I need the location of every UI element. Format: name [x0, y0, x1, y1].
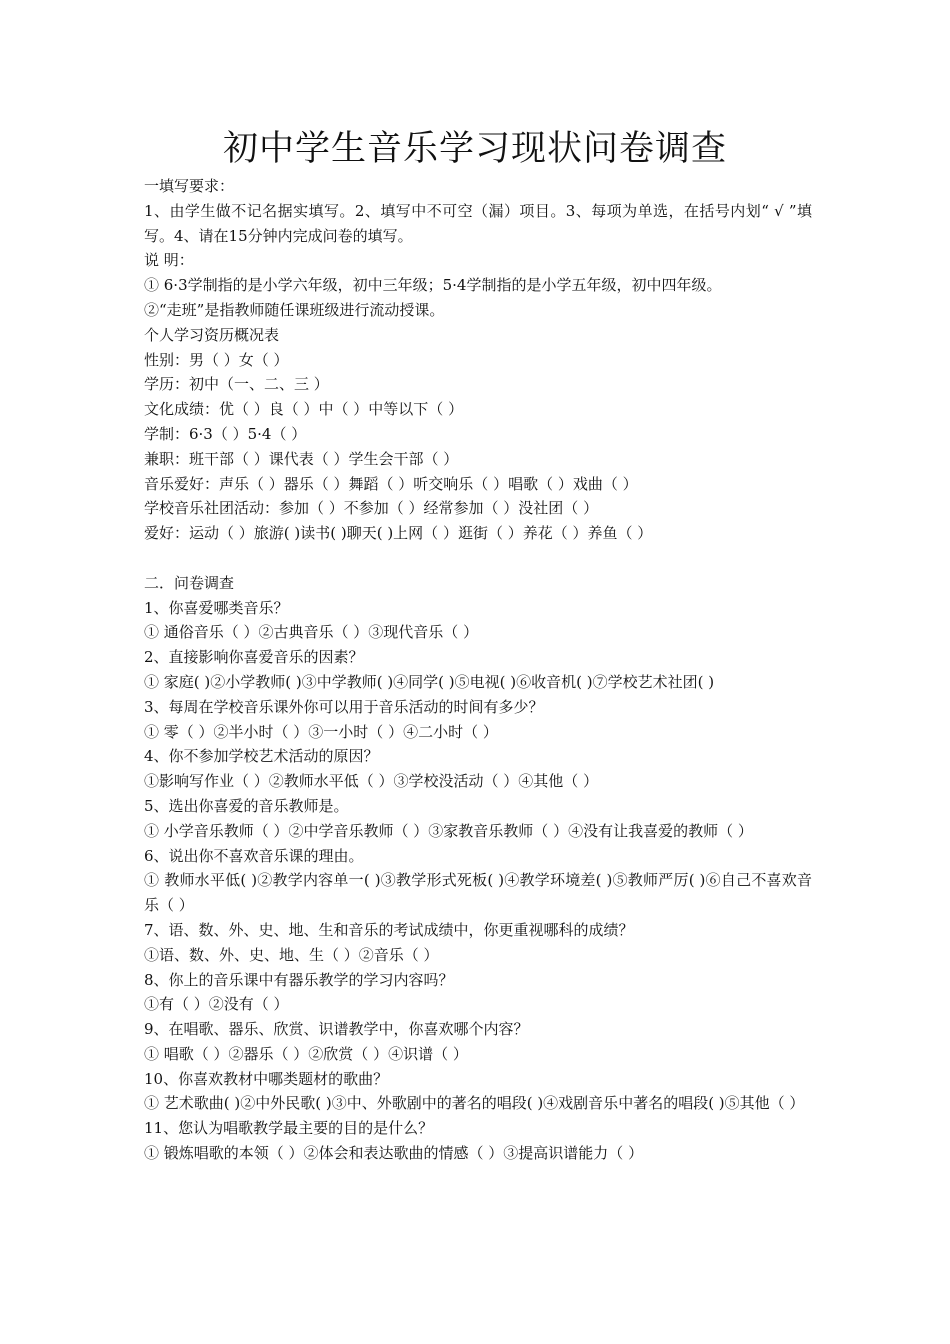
document-body [144, 174, 812, 1166]
profile-club: 学校音乐社团活动：参加（ ）不参加（ ）经常参加（ ）没社团（ ） [144, 499, 599, 518]
answer-options-10: ① 艺术歌曲( )②中外民歌( )③中、外歌剧中的著名的唱段( )④戏剧音乐中著名的唱段( )⑤其他（ ） [144, 1094, 805, 1113]
question-3: 3、每周在学校音乐课外你可以用于音乐活动的时间有多少？ [144, 697, 544, 716]
answer-options-3: ① 零（ ）②半小时（ ）③一小时（ ）④二小时（ ） [144, 722, 498, 741]
blank-line [144, 546, 812, 571]
note-2: ②“走班”是指教师随任课班级进行流动授课。 [144, 300, 445, 319]
page-title: 初中学生音乐学习现状问卷调查 [222, 129, 727, 169]
answer-options-5: ① 小学音乐教师（ ）②中学音乐教师（ ）③家教音乐教师（ ）④没有让我喜爱的教师（ ） [144, 821, 753, 840]
profile-heading: 个人学习资历概况表 [144, 325, 280, 344]
profile-system: 学制：6·3（ ）5·4（ ） [144, 424, 307, 443]
question-9: 9、在唱歌、器乐、欣赏、识谱教学中，你喜欢哪个内容？ [144, 1020, 529, 1039]
instructions-heading: 一填写要求： [144, 177, 235, 195]
answer-options-8: ①有（ ）②没有（ ） [144, 995, 289, 1014]
question-7: 7、语、数、外、史、地、生和音乐的考试成绩中，你更重视哪科的成绩？ [144, 920, 634, 939]
answer-options-4: ①影响写作业（ ）②教师水平低（ ）③学校没活动（ ）④其他（ ） [144, 772, 599, 791]
question-6: 6、说出你不喜欢音乐课的理由。 [144, 846, 364, 865]
answer-options-11: ① 锻炼唱歌的本领（ ）②体会和表达歌曲的情感（ ）③提高识谱能力（ ） [144, 1144, 644, 1163]
profile-music-hobby: 音乐爱好：声乐（ ）器乐（ ）舞蹈（ ）听交响乐（ ）唱歌（ ）戏曲（ ） [144, 474, 638, 493]
profile-gender: 性别：男（ ）女（ ） [144, 350, 289, 369]
question-11: 11、您认为唱歌教学最主要的目的是什么？ [144, 1119, 434, 1138]
question-10: 10、你喜欢教材中哪类题材的歌曲？ [144, 1069, 389, 1088]
answer-options-2: ① 家庭( )②小学教师( )③中学教师( )④同学( )⑤电视( )⑥收音机( )⑦学校艺术社团( ) [144, 672, 715, 691]
profile-education: 学历：初中（一、二、三 ） [144, 375, 329, 394]
question-1: 1、你喜爱哪类音乐？ [144, 598, 289, 617]
profile-grades: 文化成绩：优（ ）良（ ）中（ ）中等以下（ ） [144, 400, 464, 419]
answer-options-7: ①语、数、外、史、地、生（ ）②音乐（ ） [144, 945, 439, 964]
question-2: 2、直接影响你喜爱音乐的因素？ [144, 648, 364, 667]
question-4: 4、你不参加学校艺术活动的原因？ [144, 747, 379, 766]
profile-roles: 兼职：班干部（ ）课代表（ ）学生会干部（ ） [144, 449, 459, 468]
survey-heading: 二．问卷调查 [144, 573, 235, 592]
question-8: 8、你上的音乐课中有器乐教学的学习内容吗？ [144, 970, 454, 989]
question-5: 5、选出你喜爱的音乐教师是。 [144, 796, 349, 815]
answer-options-6: ① 教师水平低( )②教学内容单一( )③教学形式死板( )④教学环境差( )⑤教师严厉( )⑥自己不喜欢音乐（ ） [144, 871, 812, 915]
answer-options-9: ① 唱歌（ ）②器乐（ ）②欣赏（ ）④识谱（ ） [144, 1044, 468, 1063]
answer-options-1: ① 通俗音乐（ ）②古典音乐（ ）③现代音乐（ ） [144, 623, 479, 642]
instructions-requirements: 1、由学生做不记名据实填写。2、填写中不可空（漏）项目。3、每项为单选，在括号内划“ √ ”填写。4、请在15分钟内完成问卷的填写。 [144, 201, 812, 245]
profile-hobbies: 爱好：运动（ ）旅游( )读书( )聊天( )上网（ ）逛街（ ）养花（ ）养鱼（ ） [144, 524, 653, 543]
notes-heading: 说 明： [144, 251, 194, 270]
note-1: ① 6·3学制指的是小学六年级，初中三年级；5·4学制指的是小学五年级，初中四年级。 [144, 276, 722, 295]
